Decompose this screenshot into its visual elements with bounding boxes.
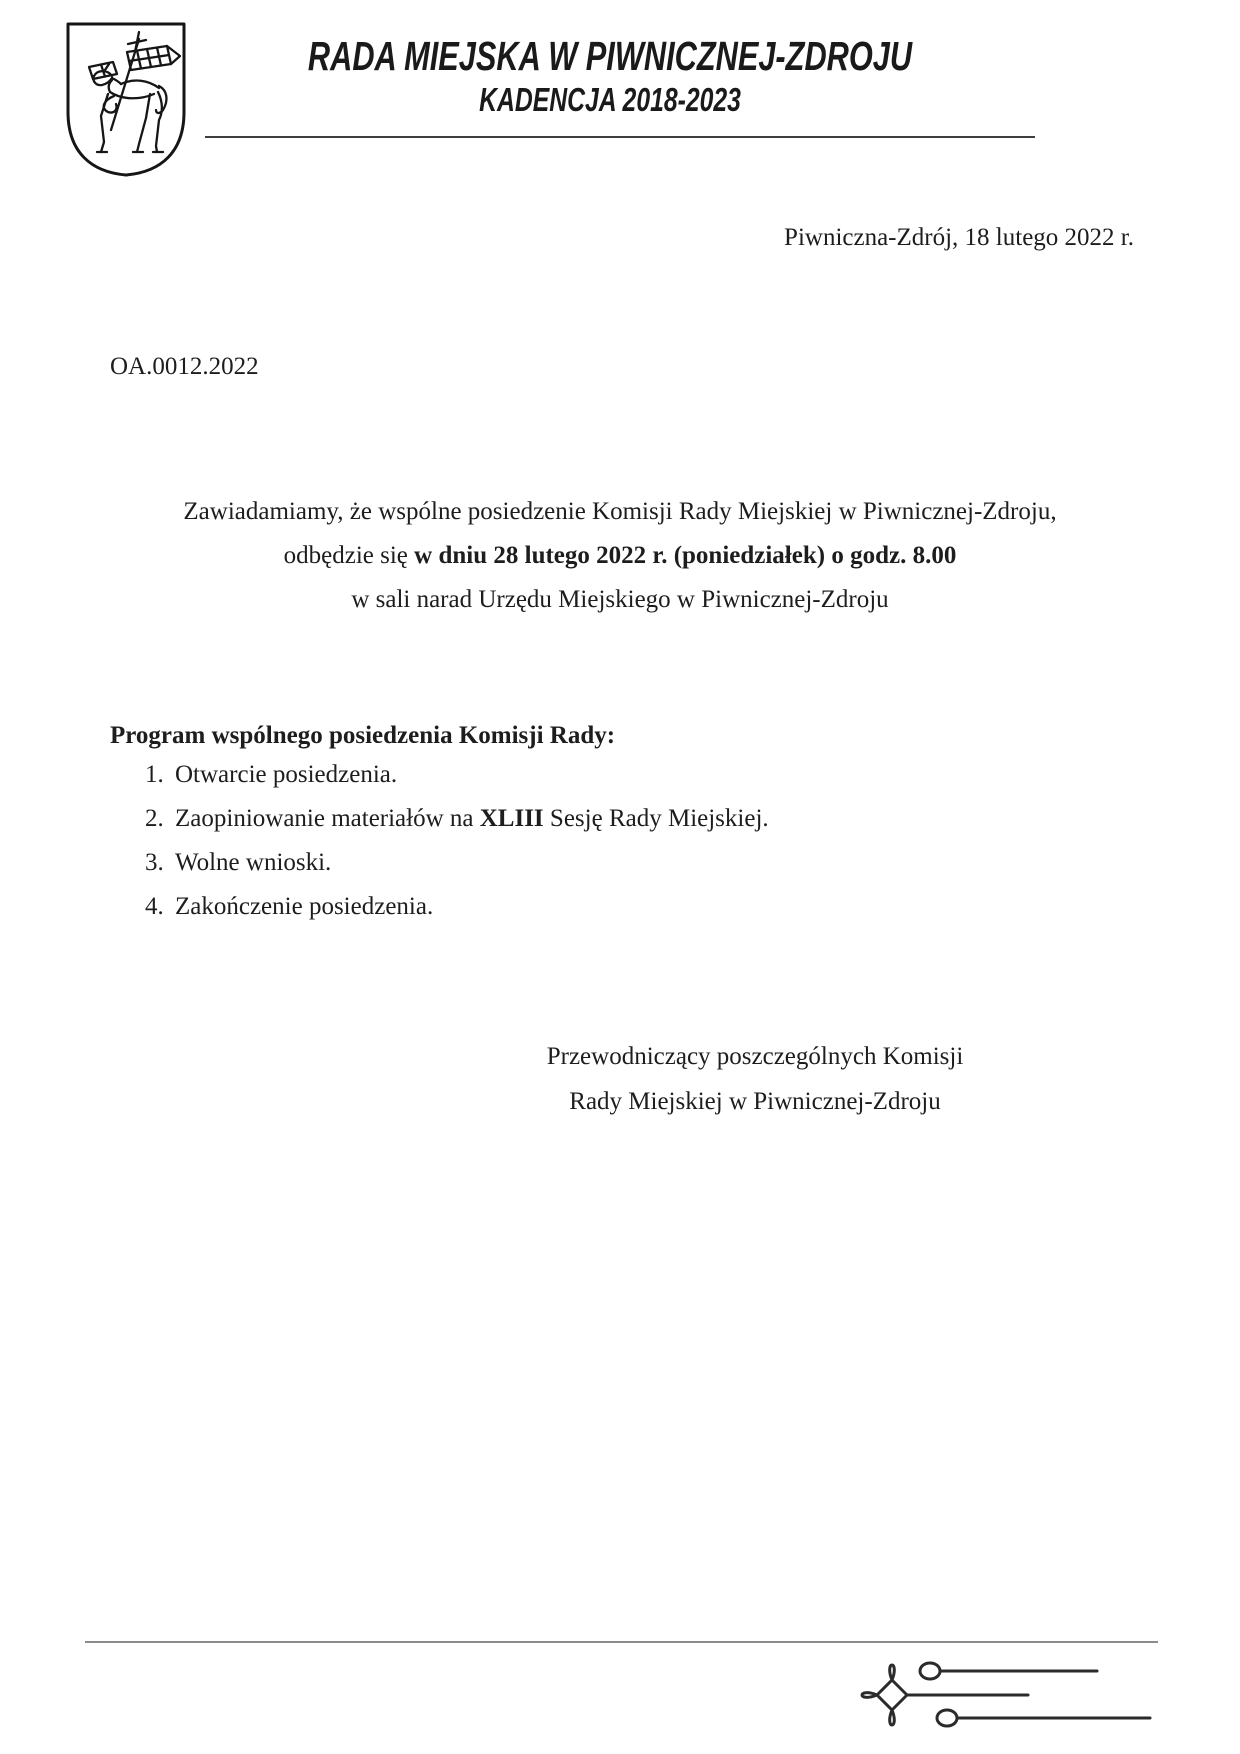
agenda-item-text-regular: Wolne wnioski. — [175, 849, 332, 876]
coat-of-arms-icon — [64, 20, 188, 178]
organization-title: RADA MIEJSKA W PIWNICZNEJ-ZDROJU — [307, 33, 913, 79]
notice-paragraph — [107, 490, 1133, 622]
reference-number: OA.0012.2022 — [110, 353, 259, 380]
agenda-item-text-regular: Zaopiniowanie materiałów na — [175, 805, 480, 832]
place-date: Piwniczna-Zdrój, 18 lutego 2022 r. — [784, 224, 1134, 251]
notice-line-1: Zawiadamiamy, że wspólne posiedzenie Komisji Rady Miejskiej w Piwnicznej-Zdroju, — [183, 498, 1057, 525]
agenda-item-text — [175, 760, 1105, 790]
agenda-item — [145, 760, 1105, 804]
agenda-item-text-suffix: Sesję Rady Miejskiej. — [543, 805, 769, 832]
notice-line-2 — [107, 534, 1133, 578]
signature-line-1: Przewodniczący poszczególnych Komisji — [546, 1043, 964, 1070]
agenda-list — [145, 760, 1105, 936]
notice-line-2-bold: w dniu 28 lutego 2022 r. (poniedziałek) o godz. 8.00 — [414, 542, 957, 569]
agenda-item-text-bold: XLIII — [479, 805, 544, 832]
agenda-item-number: 2. — [145, 805, 164, 832]
agenda-item-number: 3. — [145, 849, 164, 876]
signature-block — [460, 1034, 1050, 1124]
agenda-item-text — [175, 848, 1105, 878]
agenda-item-text-regular: Otwarcie posiedzenia. — [175, 761, 398, 788]
agenda-item-text — [175, 804, 1105, 834]
letterhead-divider — [205, 136, 1035, 138]
signature-line-2: Rady Miejskiej w Piwnicznej-Zdroju — [569, 1088, 941, 1115]
notice-line-2-regular: odbędzie się — [283, 542, 415, 569]
footer-divider — [85, 1641, 1158, 1643]
agenda-item-text-regular: Zakończenie posiedzenia. — [175, 893, 434, 920]
agenda-item — [145, 892, 1105, 936]
council-term: KADENCJA 2018-2023 — [479, 81, 741, 118]
agenda-item — [145, 848, 1105, 892]
agenda-item — [145, 804, 1105, 848]
agenda-heading: Program wspólnego posiedzenia Komisji Rady: — [110, 722, 616, 749]
agenda-item-text — [175, 892, 1105, 922]
calligraphic-flourish-icon — [850, 1658, 1160, 1738]
agenda-item-number: 1. — [145, 761, 164, 788]
notice-line-3: w sali narad Urzędu Miejskiego w Piwnicznej-Zdroju — [351, 586, 889, 613]
letterhead — [185, 34, 1035, 118]
agenda-item-number: 4. — [145, 893, 164, 920]
